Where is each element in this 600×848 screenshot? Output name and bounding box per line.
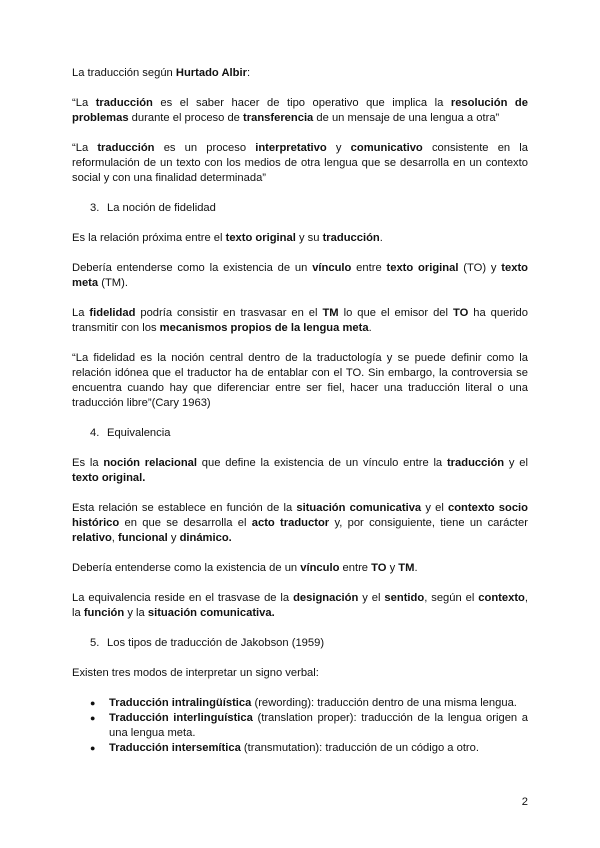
bold-term: interpretativo [255,142,327,154]
text: entre [351,262,387,274]
text: Esta relación se establece en función de la [72,502,297,514]
bold-term: Traducción intersemítica [109,742,241,754]
list-item [72,741,528,756]
list-item [72,711,528,741]
quote-definition-1 [72,96,528,126]
text: de un mensaje de una lengua a otra” [313,112,500,124]
text: Debería entenderse como la existencia de un [72,262,313,274]
text: ha querido transmitir con los [72,307,528,334]
fidelity-quote [72,351,528,411]
quote-definition-2 [72,141,528,186]
bold-term: sentido [384,592,425,604]
section-heading-5 [72,636,528,651]
text: que define la existencia de un vínculo entre la [197,457,447,469]
text: , la [72,592,528,619]
text: (TM). [98,277,128,289]
jakobson-intro [72,666,528,681]
text: en que se desarrolla el [119,517,252,529]
text: “La [72,97,96,109]
text: La [72,307,90,319]
equivalence-paragraph-2 [72,501,528,546]
bullet-icon: ● [90,743,96,753]
section-title: Equivalencia [107,427,171,439]
text: , según el [424,592,479,604]
bold-term: Traducción interlinguística [109,712,253,724]
bold-term: relativo [72,532,112,544]
section-heading-3 [72,201,528,216]
fidelity-paragraph-2 [72,261,528,291]
page-body [72,66,528,756]
bold-term: Traducción intralingüística [109,697,252,709]
text: : [246,67,251,79]
text: Es la [72,457,104,469]
text: y [326,142,351,154]
page-number: 2 [521,796,528,808]
section-number: 4. [90,427,100,439]
section-number: 5. [90,637,100,649]
section-heading-4 [72,426,528,441]
text: “La [72,142,98,154]
author-name: Hurtado Albir [175,67,247,79]
section-title: Los tipos de traducción de Jakobson (1959) [107,637,325,649]
bold-term: contexto [478,592,525,604]
text: es el saber hacer de tipo operativo que implica la [152,97,451,109]
bold-term: noción relacional [103,457,198,469]
text: lo que el emisor del [338,307,453,319]
text: . [379,232,383,244]
text: es un proceso [154,142,256,154]
text: . [414,562,418,574]
bold-term: acto traductor [251,517,330,529]
bold-term: fidelidad [89,307,136,319]
bold-term: traducción [97,142,155,154]
bold-term: comunicativo [350,142,423,154]
text: Es la relación próxima entre el [72,232,226,244]
bold-term: situación comunicativa. [147,607,275,619]
bold-term: TM [398,562,415,574]
bullet-icon: ● [90,713,96,723]
bold-term: transferencia [243,112,314,124]
text: y su [295,232,323,244]
text: y, por consiguiente, tiene un carácter [329,517,528,529]
bold-term: texto original. [72,472,146,484]
bold-term: contexto socio histórico [72,502,528,529]
text: consistente en la reformulación de un texto con los medios de otra lengua que se desarrolla en un contexto social y con una finalidad determinada” [72,142,529,184]
bold-term: TM [322,307,339,319]
text: . [368,322,372,334]
text: (transmutation): traducción de un código a otro. [240,742,479,754]
text: (rewording): traducción dentro de una misma lengua. [251,697,517,709]
text: “La fidelidad es la noción central dentro de la traductología y se puede definir como la relación idónea que el traductor ha de entablar con el TO. Sin embargo, la controversia se encuentra cuando hay que diferenciar entre ser fiel, hacer una traducción literal o una traducción libre”(Cary 1963) [72,352,528,409]
text: , [111,532,119,544]
bold-term: texto original [225,232,296,244]
translation-types-list [72,696,528,756]
text: podría consistir en trasvasar en el [135,307,323,319]
text: Existen tres modos de interpretar un signo verbal: [72,667,319,679]
text: y el [421,502,448,514]
section-title: La noción de fidelidad [107,202,216,214]
equivalence-paragraph-4 [72,591,528,621]
text: y [386,562,399,574]
text: durante el proceso de [128,112,244,124]
bold-term: vínculo [312,262,352,274]
bold-term: funcional [118,532,168,544]
bold-term: traducción [95,97,153,109]
bold-term: mecanismos propios de la lengua meta [159,322,369,334]
intro-line [72,66,528,81]
bold-term: traducción [446,457,505,469]
bold-term: texto original [386,262,459,274]
text: y [167,532,180,544]
bullet-icon: ● [90,698,96,708]
text: Debería entenderse como la existencia de un [72,562,301,574]
fidelity-paragraph-3 [72,306,528,336]
list-item [72,696,528,711]
bold-term: situación comunicativa [296,502,422,514]
text: entre [339,562,372,574]
bold-term: TO [371,562,387,574]
text: y la [124,607,148,619]
bold-term: vínculo [300,562,340,574]
equivalence-paragraph-3 [72,561,528,576]
text: (translation proper): traducción de la lengua origen a una lengua meta. [109,712,528,739]
bold-term: función [83,607,125,619]
bold-term: dinámico. [179,532,232,544]
bold-term: texto meta [72,262,529,289]
text: La equivalencia reside en el trasvase de la [72,592,294,604]
fidelity-paragraph-1 [72,231,528,246]
text: y el [358,592,385,604]
bold-term: TO [452,307,469,319]
equivalence-paragraph-1 [72,456,528,486]
text: y el [504,457,528,469]
text: La traducción según [72,67,176,79]
section-number: 3. [90,202,100,214]
text: (TO) y [458,262,502,274]
bold-term: traducción [322,232,380,244]
bold-term: designación [293,592,359,604]
bold-term: resolución de problemas [72,97,528,124]
